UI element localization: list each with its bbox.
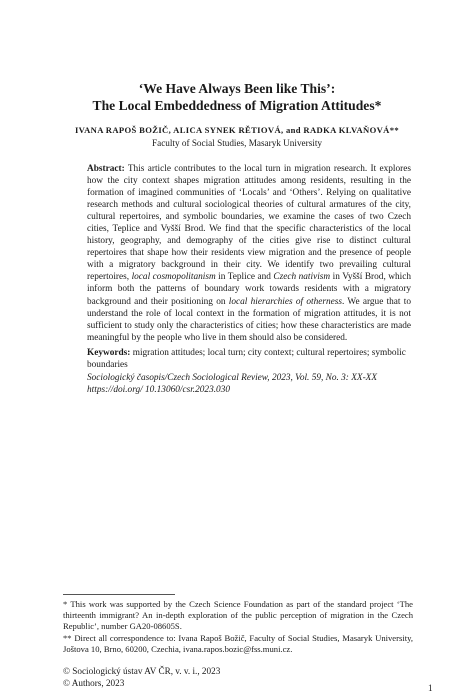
title-line-2: The Local Embeddedness of Migration Attitudes* [92,98,382,113]
abstract-label: Abstract: [87,164,125,174]
copyright-authors: © Authors, 2023 [63,678,125,688]
author-list: IVANA RAPOŠ BOŽIČ, ALICA SYNEK RĚTIOVÁ, and RADKA KLVAŇOVÁ** [74,125,400,135]
footnote-funding: * This work was supported by the Czech Science Foundation as part of the standard project ‘The thirteenth immigrant? An in-depth exploration of the public perception of migration in the Czech Republic’, number GA20-08605S. [63,599,413,632]
affiliation: Faculty of Social Studies, Masaryk University [152,138,322,148]
abstract-emphasis-2: Czech nativism [273,272,331,283]
abstract [87,163,411,344]
abstract-text-3: in Vyšší Brod, which inform both the patterns of boundary work towards residents with a migratory background and their positioning on [87,272,411,307]
keywords-text: migration attitudes; local turn; city context; cultural repertoires; symbolic boundaries [87,348,406,371]
abstract-emphasis-3: local hierarchies of otherness [228,296,343,307]
abstract-text-2: in Teplice and [215,272,274,283]
keywords-label: Keywords: [87,348,131,358]
title-line-1: ‘We Have Always Been like This’: [138,81,336,96]
doi-link[interactable]: https://doi.org/ 10.13060/csr.2023.030 [87,385,230,396]
abstract-text-1: This article contributes to the local turn in migration research. It explores how the city context shapes migration attitudes among residents, resulting in the formation of imagined communities of ‘Locals’ and ‘Others’. Relying on qualitative research methods and cultural sociological theories of cultural armatures of the city, cultural repertoires, and symbolic boundaries, we examine the cases of two Czech cities, Teplice and Vyšší Brod. We find that the specific characteristics of the local history, geography, and demography of the cities give rise to distinct cultural repertoires that shape how their residents view migration and the presence of people with a migratory background in their city. We identify two prevailing cultural repertoires, [87,164,411,283]
footnote-correspondence: ** Direct all correspondence to: Ivana Rapoš Božič, Faculty of Social Studies, Masaryk University, Joštova 10, Brno, 60200, Czechia, ivana.rapos.bozic@fss.muni.cz. [63,633,413,655]
keywords [87,347,411,371]
journal-line: Sociologický časopis/Czech Sociological Review, 2023, Vol. 59, No. 3: XX-XX [87,373,378,383]
abstract-text-4: . We argue that to understand the role of local context in the formation of migration attitudes, it is not sufficient to study only the characteristics of cities; how these characteristics are made meaningful by the people who live in them should also be considered. [87,296,412,343]
page-number: 1 [428,683,433,693]
copyright-institute: © Sociologický ústav AV ČR, v. v. i., 2023 [63,666,221,676]
paper-title [40,80,434,114]
footnote-divider [63,594,175,595]
abstract-emphasis-1: local cosmopolitanism [131,272,216,283]
journal-citation [87,372,411,396]
